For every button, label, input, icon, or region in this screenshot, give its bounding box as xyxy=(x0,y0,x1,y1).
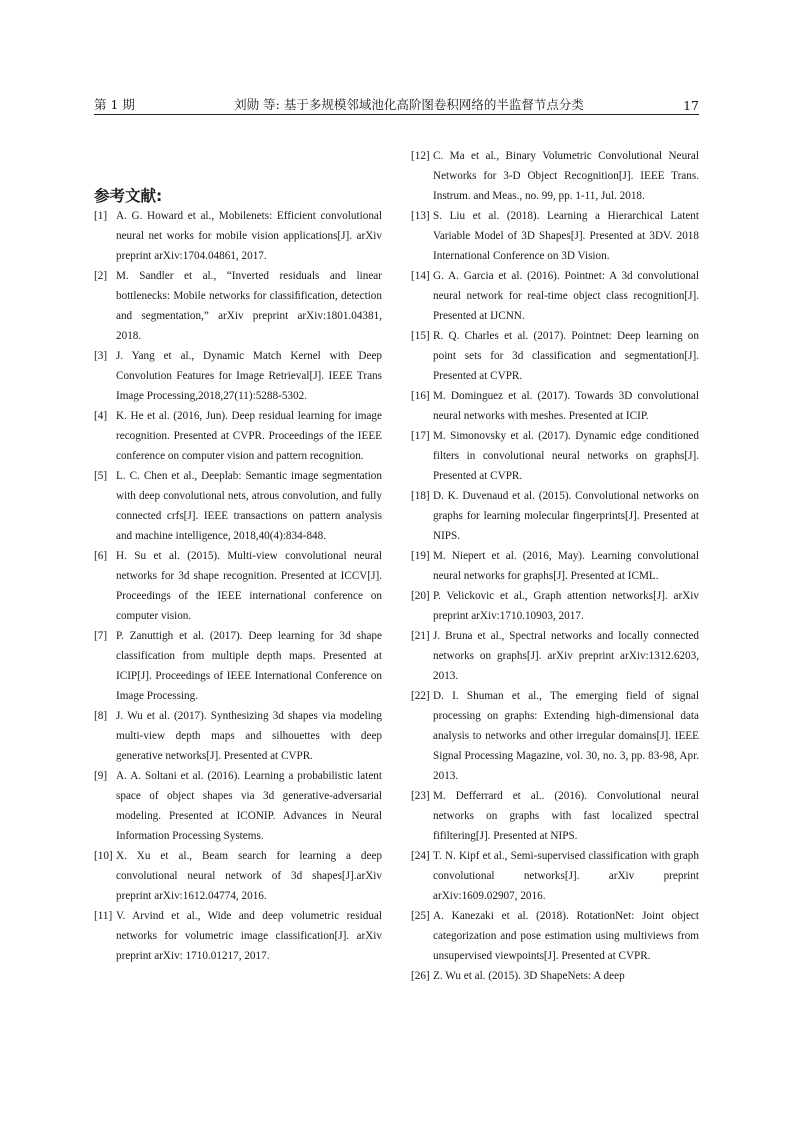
reference-number: [8] xyxy=(94,710,108,722)
reference-number: [15] xyxy=(411,330,430,342)
reference-number: [5] xyxy=(94,470,108,482)
reference-text: T. N. Kipf et al., Semi-supervised classification with graph convolutional networks[J]. arXiv preprint arXiv:1609.02907, 2016. xyxy=(433,850,699,902)
reference-text: A. Kanezaki et al. (2018). RotationNet: Joint object categorization and pose estimation using multiviews from unsupervised viewpoints[J]. Presented at CVPR. xyxy=(433,910,699,962)
reference-item xyxy=(411,586,699,626)
reference-item xyxy=(94,626,382,706)
reference-number: [16] xyxy=(411,390,430,402)
reference-text: J. Yang et al., Dynamic Match Kernel with Deep Convolution Features for Image Retrieval[J]. IEEE Trans Image Processing,2018,27(11):5288-5302. xyxy=(116,350,382,402)
reference-text: D. K. Duvenaud et al. (2015). Convolutional networks on graphs for learning molecular fingerprints[J]. Presented at NIPS. xyxy=(433,490,699,542)
references-right-column xyxy=(411,146,699,986)
reference-number: [7] xyxy=(94,630,108,642)
reference-text: K. He et al. (2016, Jun). Deep residual learning for image recognition. Presented at CVPR. Proceedings of the IEEE conference on computer vision and pattern recognition. xyxy=(116,410,382,462)
reference-item xyxy=(94,906,382,966)
reference-number: [19] xyxy=(411,550,430,562)
reference-number: [17] xyxy=(411,430,430,442)
reference-item xyxy=(411,206,699,266)
reference-number: [14] xyxy=(411,270,430,282)
reference-number: [13] xyxy=(411,210,430,222)
reference-text: M. Dominguez et al. (2017). Towards 3D convolutional neural networks with meshes. Presented at ICIP. xyxy=(433,390,699,422)
reference-text: H. Su et al. (2015). Multi-view convolutional neural networks for 3d shape recognition. Presented at ICCV[J]. Proceedings of the IEEE international conference on computer vision. xyxy=(116,550,382,622)
reference-number: [24] xyxy=(411,850,430,862)
reference-number: [26] xyxy=(411,970,430,982)
reference-text: J. Bruna et al., Spectral networks and locally connected networks on graphs[J]. arXiv preprint arXiv:1312.6203, 2013. xyxy=(433,630,699,682)
issue-number: 第 1 期 xyxy=(94,97,135,112)
reference-text: R. Q. Charles et al. (2017). Pointnet: Deep learning on point sets for 3d classification and segmentation[J]. Presented at CVPR. xyxy=(433,330,699,382)
reference-number: [22] xyxy=(411,690,430,702)
reference-number: [2] xyxy=(94,270,108,282)
header-rule xyxy=(94,114,699,115)
reference-number: [9] xyxy=(94,770,108,782)
reference-text: X. Xu et al., Beam search for learning a deep convolutional neural network of 3d shapes[J].arXiv preprint arXiv:1612.04774, 2016. xyxy=(116,850,382,902)
reference-text: V. Arvind et al., Wide and deep volumetric residual networks for volumetric image classification[J]. arXiv preprint arXiv: 1710.01217, 2017. xyxy=(116,910,382,962)
reference-text: J. Wu et al. (2017). Synthesizing 3d shapes via modeling multi-view depth maps and silhouettes with deep generative networks[J]. Presented at CVPR. xyxy=(116,710,382,762)
reference-number: [25] xyxy=(411,910,430,922)
reference-number: [18] xyxy=(411,490,430,502)
reference-number: [3] xyxy=(94,350,108,362)
reference-item xyxy=(411,846,699,906)
reference-text: A. G. Howard et al., Mobilenets: Efficient convolutional neural net works for mobile vision applications[J]. arXiv preprint arXiv:1704.04861, 2017. xyxy=(116,210,382,262)
reference-item xyxy=(94,546,382,626)
reference-number: [10] xyxy=(94,850,113,862)
reference-text: C. Ma et al., Binary Volumetric Convolutional Neural Networks for 3-D Object Recognition[J]. IEEE Trans. Instrum. and Meas., no. 99, pp. 1-11, Jul. 2018. xyxy=(433,150,699,202)
references-heading: 参考文献: xyxy=(94,187,163,205)
reference-item xyxy=(411,966,699,986)
reference-text: P. Zanuttigh et al. (2017). Deep learning for 3d shape classification from multiple depth maps. Presented at ICIP[J]. Proceedings of IEEE International Conference on Image Processing. xyxy=(116,630,382,702)
reference-text: M. Sandler et al., “Inverted residuals and linear bottlenecks: Mobile networks for classiﬁfication, detection and segmentation,” arXiv preprint arXiv:1801.04381, 2018. xyxy=(116,270,382,342)
reference-item xyxy=(411,686,699,786)
reference-item xyxy=(411,326,699,386)
reference-item xyxy=(94,766,382,846)
references-left-column xyxy=(94,206,382,966)
reference-text: M. Defferrard et al.. (2016). Convolutional neural networks on graphs with fast localized spectral fifiltering[J]. Presented at NIPS. xyxy=(433,790,699,842)
reference-text: M. Simonovsky et al. (2017). Dynamic edge conditioned filters in convolutional neural networks on graphs[J]. Presented at CVPR. xyxy=(433,430,699,482)
running-title: 刘勋 等: 基于多规模邻域池化高阶图卷积网络的半监督节点分类 xyxy=(234,97,584,112)
reference-item xyxy=(94,846,382,906)
reference-item xyxy=(94,346,382,406)
running-header xyxy=(94,93,699,113)
reference-item xyxy=(411,546,699,586)
reference-text: Z. Wu et al. (2015). 3D ShapeNets: A deep xyxy=(433,970,625,982)
reference-item xyxy=(94,206,382,266)
reference-item xyxy=(411,486,699,546)
reference-number: [11] xyxy=(94,910,113,922)
reference-text: M. Niepert et al. (2016, May). Learning convolutional neural networks for graphs[J]. Presented at ICML. xyxy=(433,550,699,582)
reference-number: [4] xyxy=(94,410,108,422)
reference-item xyxy=(411,386,699,426)
reference-item xyxy=(94,406,382,466)
reference-item xyxy=(94,706,382,766)
reference-item xyxy=(411,426,699,486)
reference-text: L. C. Chen et al., Deeplab: Semantic image segmentation with deep convolutional nets, atrous convolution, and fully connected crfs[J]. IEEE transactions on pattern analysis and machine intelligence, 2018,40(4):834-848. xyxy=(116,470,382,542)
reference-text: G. A. Garcia et al. (2016). Pointnet: A 3d convolutional neural network for real-time object class recognition[J]. Presented at IJCNN. xyxy=(433,270,699,322)
reference-number: [23] xyxy=(411,790,430,802)
reference-number: [21] xyxy=(411,630,430,642)
reference-item xyxy=(411,266,699,326)
reference-item xyxy=(411,146,699,206)
reference-number: [20] xyxy=(411,590,430,602)
reference-item xyxy=(94,466,382,546)
reference-text: D. I. Shuman et al., The emerging field of signal processing on graphs: Extending high-dimensional data analysis to networks and other irregular domains[J]. IEEE Signal Processing Magazine, vol. 30, no. 3, pp. 83-98, Apr. 2013. xyxy=(433,690,699,782)
reference-item xyxy=(411,626,699,686)
reference-item xyxy=(94,266,382,346)
reference-number: [1] xyxy=(94,210,108,222)
reference-text: P. Velickovic et al., Graph attention networks[J]. arXiv preprint arXiv:1710.10903, 2017. xyxy=(433,590,699,622)
reference-text: S. Liu et al. (2018). Learning a Hierarchical Latent Variable Model of 3D Shapes[J]. Presented at 3DV. 2018 International Conference on 3D Vision. xyxy=(433,210,699,262)
reference-text: A. A. Soltani et al. (2016). Learning a probabilistic latent space of object shapes via 3d generative-adversarial modeling. Presented at ICONIP. Advances in Neural Information Processing Systems. xyxy=(116,770,382,842)
reference-number: [12] xyxy=(411,150,430,162)
reference-number: [6] xyxy=(94,550,108,562)
reference-item xyxy=(411,786,699,846)
reference-item xyxy=(411,906,699,966)
page-number: 17 xyxy=(683,98,699,113)
